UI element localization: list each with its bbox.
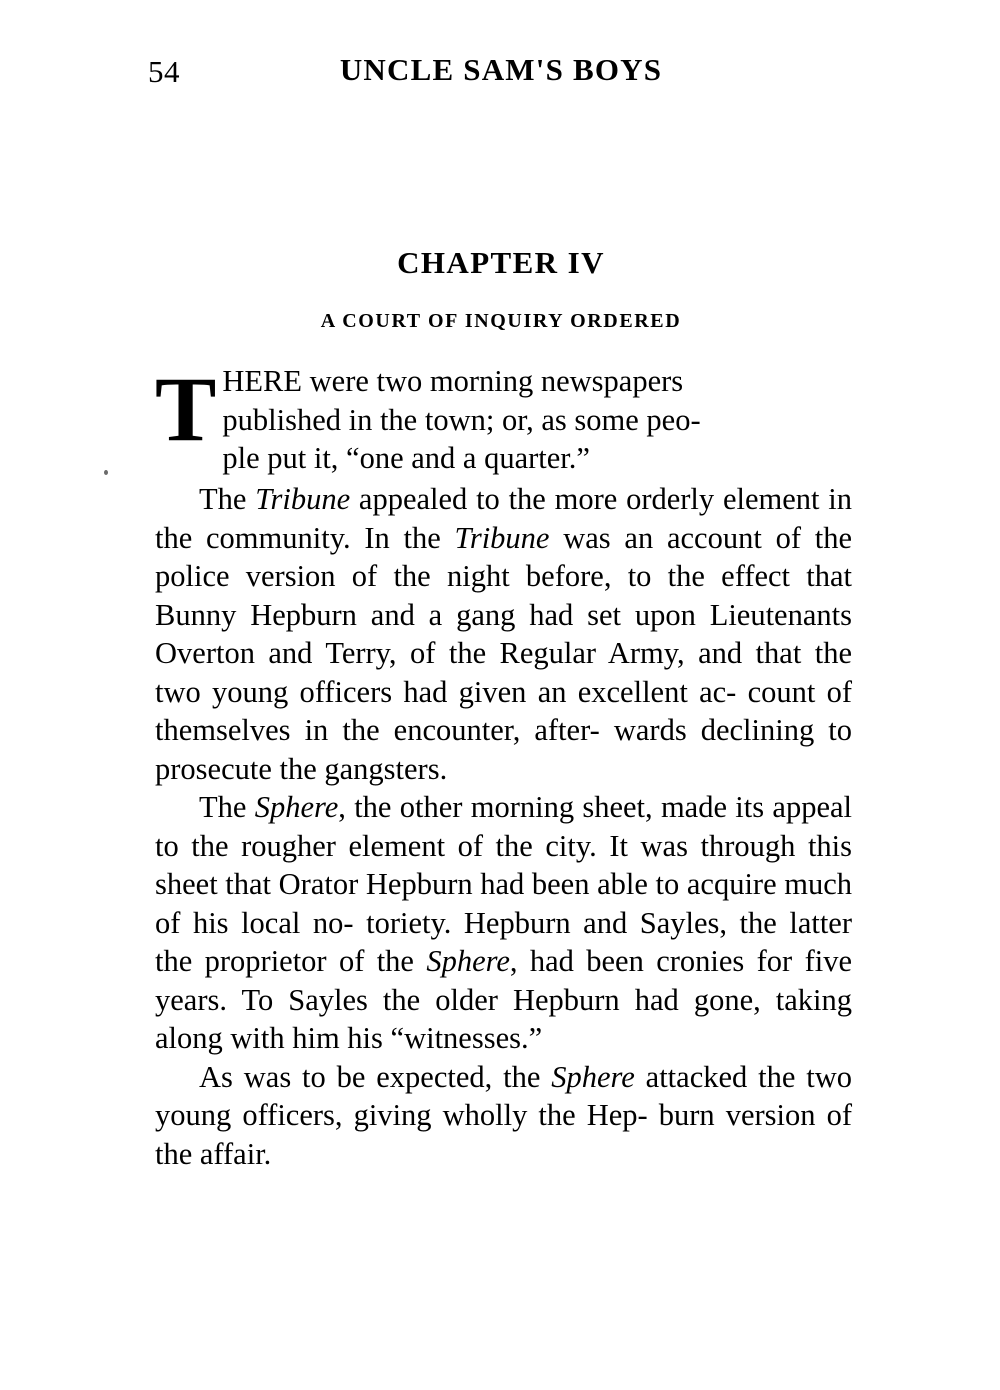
text-run: burn version of the affair. [155, 1098, 852, 1171]
chapter-title: A COURT OF INQUIRY ORDERED [320, 310, 682, 332]
text-run: wards declining to prosecute the gangsters. [155, 713, 853, 786]
text-line: ple put it, “one and a quarter.” [222, 441, 590, 475]
text-run: five years. To Sayles the older Hepburn had [155, 944, 852, 1017]
text-run: toriety. Hepburn and Sayles, the latter the [155, 905, 853, 978]
paragraph-attack [155, 1058, 852, 1174]
text-run: and Terry, of the Regular Army, and that the [268, 636, 852, 670]
text-run: element in the community. In the Tribune [155, 482, 852, 555]
text-run: the two young officers, giving wholly the Hep- [155, 1059, 852, 1132]
paragraph-opening [155, 358, 852, 480]
text-run: two young officers had given an excellent ac- [155, 674, 737, 709]
text-run: had been able to acquire much of his local no- [155, 867, 852, 940]
text-run: The Sphere, the other morning sheet, made [199, 790, 727, 824]
text-line: HERE were two morning newspapers [222, 364, 684, 398]
running-title: UNCLE SAM'S BOYS [339, 52, 663, 87]
text-run: The Tribune appealed to the more orderly [199, 482, 715, 516]
text-run: and a gang had set upon Lieutenants Overton [155, 597, 852, 670]
text-run: night before, to the effect that Bunny Hepburn [155, 559, 853, 632]
running-head [148, 52, 854, 92]
paragraph-tribune [155, 480, 852, 788]
text-run: its appeal to the rougher element of the city. [155, 790, 852, 863]
text-run: count of themselves in the encounter, after- [155, 674, 853, 747]
body-text [155, 358, 853, 1173]
text-run: was an account of the police version of the [155, 520, 852, 593]
chapter-number: CHAPTER IV [397, 245, 605, 280]
drop-cap: T [155, 358, 217, 460]
text-run: proprietor of the Sphere, had been cronies for [204, 944, 793, 978]
text-run: gone, taking along with him his “witnesses.” [155, 982, 853, 1055]
text-run: As was to be expected, the Sphere attacked [199, 1059, 748, 1094]
page-number: 54 [148, 54, 180, 89]
paragraph-sphere [155, 788, 852, 1058]
page-speck [104, 470, 108, 475]
text-run: It was through this sheet that Orator Hepburn [155, 828, 853, 901]
text-line: published in the town; or, as some peo- [222, 402, 701, 437]
